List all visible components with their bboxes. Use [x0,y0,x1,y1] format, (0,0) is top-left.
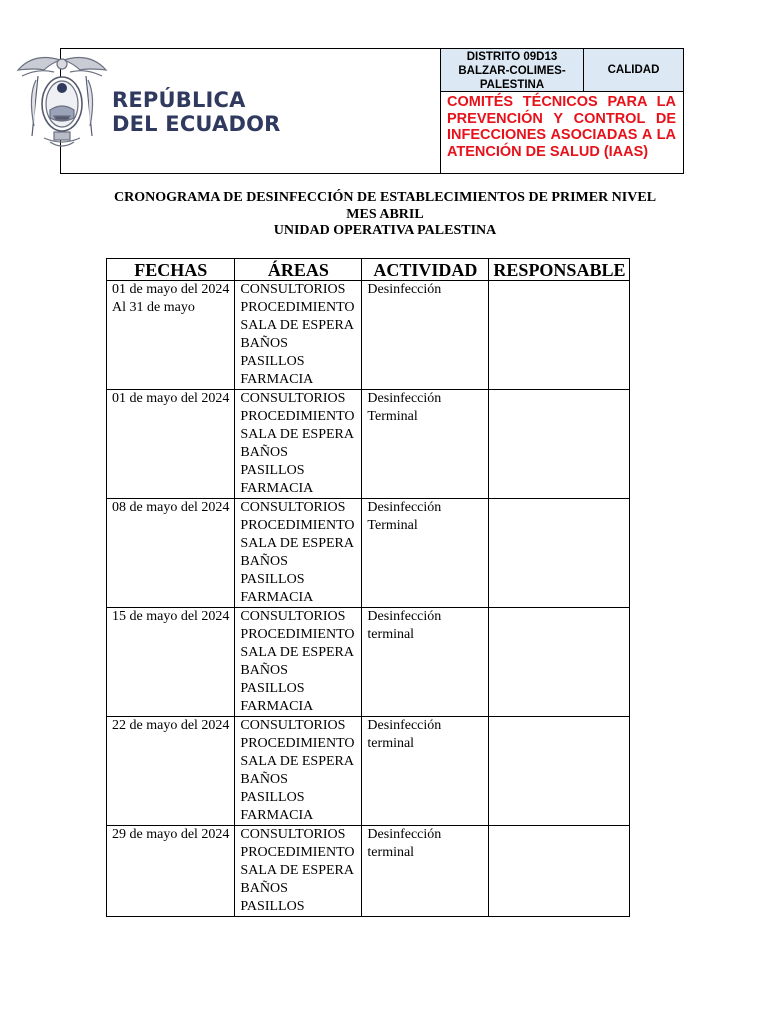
logo-line-2: DEL ECUADOR [112,112,281,136]
country-logo-text [112,88,281,136]
fecha-cell [107,281,235,390]
responsable-cell [489,281,630,390]
areas-line: PROCEDIMIENTO [240,300,355,315]
fecha-line: 15 de mayo del 2024 [112,609,230,624]
areas-line: BAÑOS [240,445,288,460]
areas-cell [235,281,362,390]
fecha-line: 22 de mayo del 2024 [112,718,230,733]
fecha-cell [107,826,235,917]
responsable-cell [489,826,630,917]
actividad-cell [362,281,489,390]
actividad-line: Terminal [367,409,418,424]
document-title [100,190,670,240]
title-line-1: CRONOGRAMA DE DESINFECCIÓN DE ESTABLECIMIENTOS DE PRIMER NIVEL [113,190,657,205]
areas-line: PASILLOS [240,354,305,369]
areas-line: CONSULTORIOS [240,282,346,297]
actividad-line: Terminal [367,518,418,533]
areas-cell [235,390,362,499]
table-row [107,826,630,917]
table-body [107,281,630,917]
table-row [107,608,630,717]
areas-line: FARMACIA [240,808,314,823]
fecha-line: 29 de mayo del 2024 [112,827,230,842]
responsable-cell [489,717,630,826]
logo-line-1: REPÚBLICA [112,88,246,112]
table-row [107,717,630,826]
table-row [107,281,630,390]
fecha-cell [107,390,235,499]
fecha-line: Al 31 de mayo [112,300,195,315]
actividad-line: terminal [367,627,415,642]
actividad-cell [362,608,489,717]
title-line-3: UNIDAD OPERATIVA PALESTINA [273,223,497,238]
actividad-line: Desinfección [367,827,442,842]
areas-line: PROCEDIMIENTO [240,736,355,751]
responsable-cell [489,390,630,499]
areas-line: CONSULTORIOS [240,500,346,515]
responsable-cell [489,608,630,717]
areas-line: SALA DE ESPERA [240,318,354,333]
areas-line: CONSULTORIOS [240,391,346,406]
header-actividad: ACTIVIDAD [362,259,489,281]
actividad-cell [362,390,489,499]
responsable-cell [489,499,630,608]
areas-line: CONSULTORIOS [240,718,346,733]
actividad-line: terminal [367,845,415,860]
areas-line: SALA DE ESPERA [240,754,354,769]
actividad-cell [362,717,489,826]
areas-line: PASILLOS [240,463,305,478]
areas-line: BAÑOS [240,881,288,896]
areas-line: FARMACIA [240,372,314,387]
areas-line: CONSULTORIOS [240,827,346,842]
header-areas: ÁREAS [235,259,362,281]
areas-line: SALA DE ESPERA [240,863,354,878]
areas-line: FARMACIA [240,699,314,714]
areas-line: PROCEDIMIENTO [240,518,355,533]
areas-line: PROCEDIMIENTO [240,627,355,642]
fecha-cell [107,499,235,608]
header-responsable: RESPONSABLE [489,259,630,281]
title-line-2: MES ABRIL [346,206,424,222]
actividad-line: Desinfección [367,718,442,733]
fecha-cell [107,608,235,717]
areas-line: BAÑOS [240,772,288,787]
areas-cell [235,499,362,608]
areas-line: PASILLOS [240,681,305,696]
areas-cell [235,608,362,717]
areas-line: BAÑOS [240,336,288,351]
table-row [107,499,630,608]
areas-line: SALA DE ESPERA [240,645,354,660]
actividad-cell [362,499,489,608]
areas-line: PROCEDIMIENTO [240,409,355,424]
table-row [107,390,630,499]
schedule-table [106,258,630,917]
district-cell: DISTRITO 09D13 BALZAR-COLIMES-PALESTINA [440,48,584,92]
areas-line: SALA DE ESPERA [240,427,354,442]
fecha-line: 08 de mayo del 2024 [112,500,230,515]
areas-line: BAÑOS [240,663,288,678]
actividad-line: Desinfección [367,609,442,624]
areas-line: PASILLOS [240,572,305,587]
actividad-cell [362,826,489,917]
areas-line: PROCEDIMIENTO [240,845,355,860]
areas-line: PASILLOS [240,899,305,914]
fecha-cell [107,717,235,826]
actividad-line: Desinfección [367,391,442,406]
areas-line: SALA DE ESPERA [240,536,354,551]
fecha-line: 01 de mayo del 2024 [112,282,230,297]
committee-cell: COMITÉS TÉCNICOS PARA LA PREVENCIÓN Y CONTROL DE INFECCIONES ASOCIADAS A LA ATENCIÓN DE SALUD (IAAS) [440,91,684,174]
fecha-line: 01 de mayo del 2024 [112,391,230,406]
actividad-line: terminal [367,736,415,751]
header-fechas: FECHAS [107,259,235,281]
quality-cell: CALIDAD [583,48,684,92]
areas-cell [235,717,362,826]
areas-line: BAÑOS [240,554,288,569]
actividad-line: Desinfección [367,500,442,515]
areas-cell [235,826,362,917]
areas-line: FARMACIA [240,590,314,605]
areas-line: CONSULTORIOS [240,609,346,624]
areas-line: FARMACIA [240,481,314,496]
actividad-line: Desinfección [367,282,442,297]
table-header-row [107,259,630,281]
areas-line: PASILLOS [240,790,305,805]
